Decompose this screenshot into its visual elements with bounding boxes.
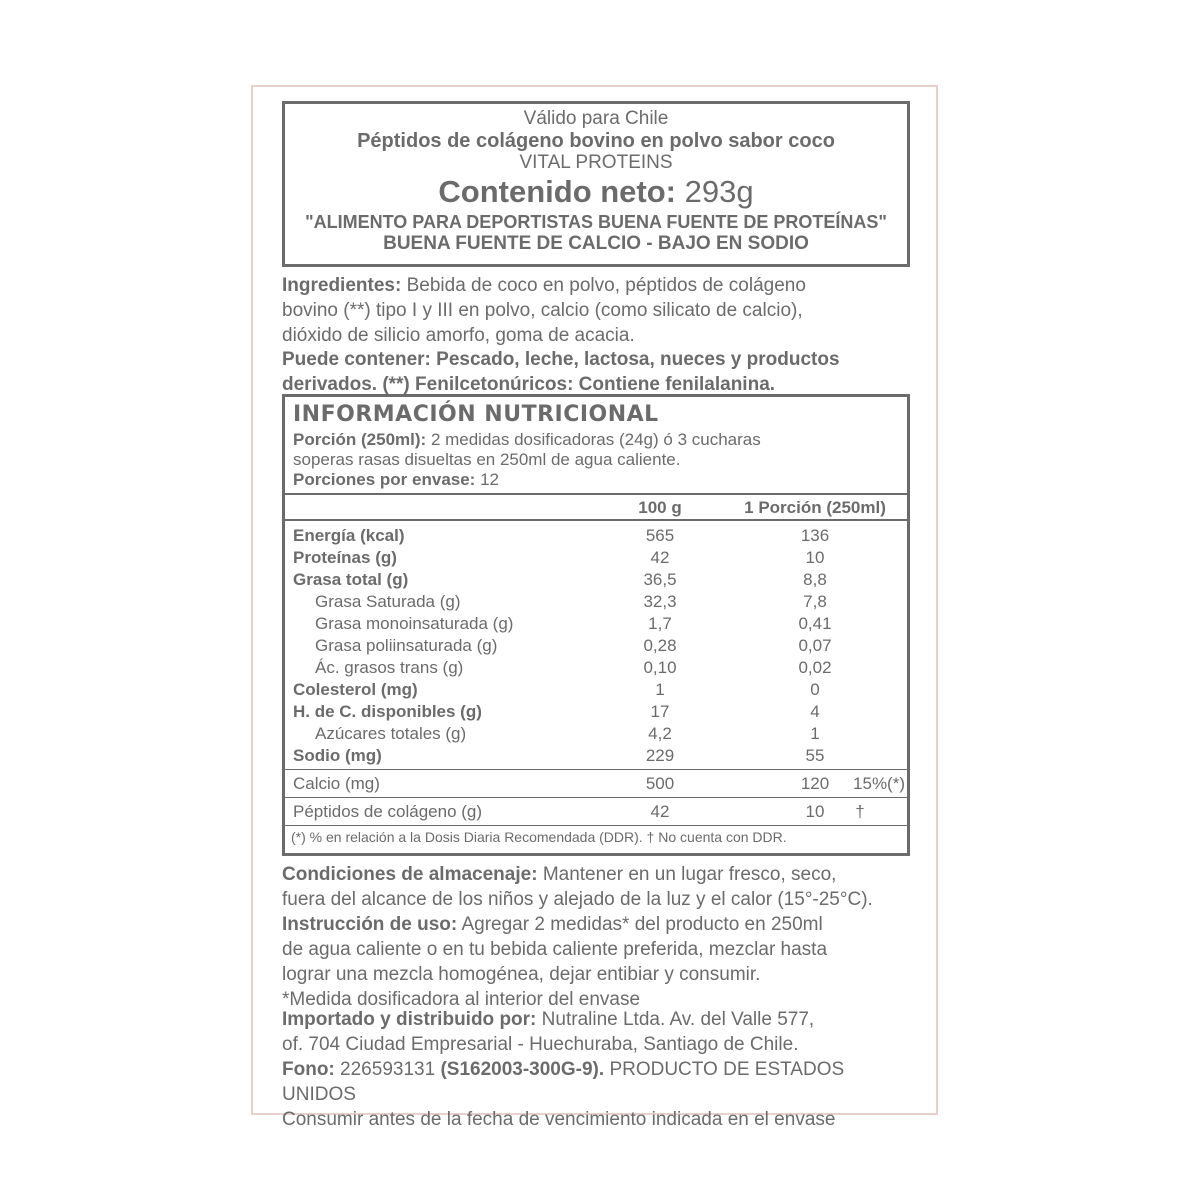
nutrient-value-portion: 10 [805,802,825,821]
nutrient-value-100g: 32,3 [643,592,677,611]
ingredients-label: Ingredientes: [282,275,402,296]
nutrient-value-portion: 7,8 [803,592,827,611]
nutrient-row [285,801,907,823]
nutrient-row [285,569,907,591]
nutrient-value-100g: 42 [650,548,670,567]
column-header-100g: 100 g [638,498,682,517]
divider [285,825,907,826]
usage-line-2: de agua caliente o en tu bebida caliente preferida, mezclar hasta [282,939,828,960]
nutrient-label: H. de C. disponibles (g) [293,702,482,721]
product-label [251,85,938,1130]
nutrient-row [285,613,907,635]
nutrient-value-100g: 4,2 [648,724,672,743]
column-header-portion: 1 Porción (250ml) [744,498,886,517]
nutrient-value-100g: 229 [645,746,675,765]
net-content-value: 293g [684,174,754,209]
nutrient-label: Péptidos de colágeno (g) [293,802,483,821]
usage-line-1: Agregar 2 medidas* del producto en 250ml [461,914,823,935]
usage-line-3: lograr una mezcla homogénea, dejar entibiar y consumir. [282,964,761,985]
serving-label: Porción (250ml): [293,430,427,449]
nutrient-row [285,745,907,767]
nutrient-label: Azúcares totales (g) [315,724,467,743]
nutrient-value-portion: 0,41 [798,614,832,633]
nutrient-value-100g: 565 [645,526,675,545]
label-header-box [282,101,910,267]
allergen-section [282,347,922,397]
nutrition-title: INFORMACIÓN NUTRICIONAL [293,402,659,427]
phone-number: 226593131 [340,1059,436,1080]
nutrient-value-100g: 17 [650,702,670,721]
nutrient-row [285,591,907,613]
importer-line-1: Nutraline Ltda. Av. del Valle 577, [541,1009,815,1030]
nutrition-table [282,394,910,856]
nutrient-value-portion: 136 [800,526,830,545]
nutrient-row [285,657,907,679]
nutrient-value-100g: 500 [645,774,675,793]
nutrient-label: Sodio (mg) [293,746,382,765]
phone-label: Fono: [282,1059,335,1080]
divider [285,769,907,770]
importer-label: Importado y distribuido por: [282,1009,537,1030]
divider [285,797,907,798]
servings-per-pack-label: Porciones por envase: [293,470,476,489]
storage-line-1: Mantener en un lugar fresco, seco, [542,864,837,885]
storage-section [282,862,922,912]
nutrient-value-portion: 120 [800,774,830,793]
nutrient-value-100g: 36,5 [643,570,677,589]
ingredients-line-2: bovino (**) tipo I y III en polvo, calcio (como silicato de calcio), [282,300,803,321]
nutrient-row [285,723,907,745]
nutrient-row [285,547,907,569]
allergen-line-1: Puede contener: Pescado, leche, lactosa, nueces y productos [282,349,840,370]
divider [285,519,907,521]
nutrient-label: Colesterol (mg) [293,680,418,699]
nutrient-row [285,773,907,795]
brand-name: VITAL PROTEINS [519,152,673,173]
nutrient-value-portion: 4 [810,702,820,721]
nutrition-footnote: (*) % en relación a la Dosis Diaria Recomendada (DDR). † No cuenta con DDR. [291,829,787,845]
importer-line-2: of. 704 Ciudad Empresarial - Huechuraba, Santiago de Chile. [282,1034,799,1055]
origin-text: PRODUCTO DE ESTADOS UNIDOS [282,1059,845,1105]
usage-line-4: *Medida dosificadora al interior del envase [282,989,641,1010]
nutrient-label: Proteínas (g) [293,548,397,567]
ingredients-line-1: Bebida de coco en polvo, péptidos de colágeno [406,275,806,296]
nutrient-value-100g: 42 [650,802,670,821]
usage-section [282,912,922,1012]
nutrient-value-portion: 8,8 [803,570,827,589]
expiry-text: Consumir antes de la fecha de vencimiento indicada en el envase [282,1109,836,1130]
allergen-line-2: derivados. (**) Fenilcetonúricos: Contiene fenilalanina. [282,374,776,395]
usage-label: Instrucción de uso: [282,914,458,935]
nutrient-row [285,701,907,723]
servings-per-pack-value: 12 [480,470,499,489]
nutrient-label: Energía (kcal) [293,526,405,545]
nutrient-row [285,635,907,657]
divider [285,493,907,495]
nutrient-value-100g: 0,10 [643,658,677,677]
ingredients-line-3: dióxido de silicio amorfo, goma de acacia. [282,325,635,346]
nutrient-label: Grasa total (g) [293,570,409,589]
claim-calcium-sodium: BUENA FUENTE DE CALCIO - BAJO EN SODIO [383,233,809,254]
nutrient-value-100g: 0,28 [643,636,677,655]
storage-line-2: fuera del alcance de los niños y alejado de la luz y el calor (15°-25°C). [282,889,873,910]
storage-label: Condiciones de almacenaje: [282,864,538,885]
product-code: (S162003-300G-9). [440,1059,605,1080]
country-text: Válido para Chile [523,108,669,129]
claim-protein: "ALIMENTO PARA DEPORTISTAS BUENA FUENTE DE PROTEÍNAS" [305,212,887,232]
nutrient-label: Grasa Saturada (g) [315,592,461,611]
nutrient-value-portion: 0,07 [798,636,832,655]
product-name: Péptidos de colágeno bovino en polvo sabor coco [357,130,835,152]
ingredients-section [282,273,922,348]
nutrient-row [285,679,907,701]
nutrient-value-portion: 0,02 [798,658,832,677]
nutrient-value-portion: 55 [805,746,825,765]
nutrient-label: Grasa poliinsaturada (g) [315,636,498,655]
nutrient-value-ddr: † [855,802,865,821]
nutrient-value-portion: 10 [805,548,825,567]
net-content-label: Contenido neto: [438,174,677,209]
net-content [285,175,907,209]
nutrient-label: Grasa monoinsaturada (g) [315,614,514,633]
nutrient-row [285,525,907,547]
nutrient-value-100g: 1 [655,680,665,699]
serving-info [293,430,893,490]
serving-text-1: 2 medidas dosificadoras (24g) ó 3 cucharas [430,430,761,449]
importer-section [282,1007,922,1132]
nutrient-value-portion: 1 [810,724,820,743]
nutrient-label: Ác. grasos trans (g) [315,658,464,677]
nutrient-value-ddr: 15%(*) [853,774,905,793]
serving-text-2: soperas rasas disueltas en 250ml de agua caliente. [293,450,681,469]
nutrient-value-100g: 1,7 [648,614,672,633]
nutrient-label: Calcio (mg) [293,774,380,793]
nutrient-value-portion: 0 [810,680,820,699]
